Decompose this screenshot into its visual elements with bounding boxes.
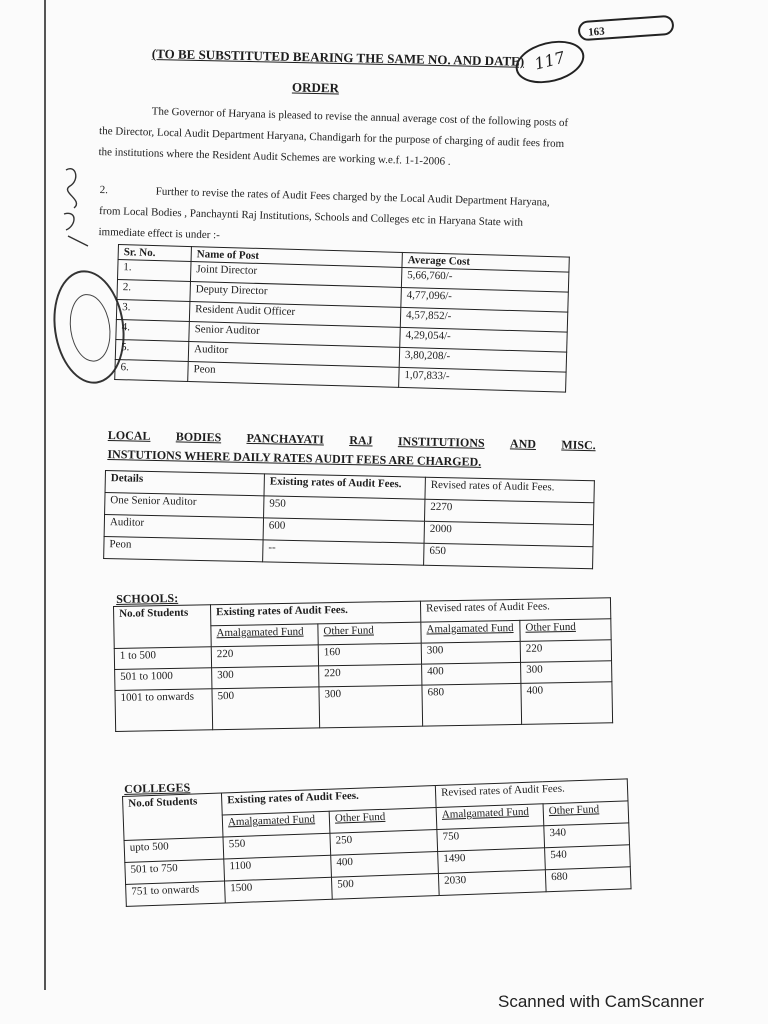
header-name-of-post: Name of Post [191,247,402,268]
heading-word: PANCHAYATI [246,430,325,447]
subheader-amalgamated-fund: Amalgamated Fund [211,624,318,647]
cell: 1500 [225,877,333,903]
cell: 220 [520,640,611,663]
schools-rates-table [113,597,613,732]
cell: 650 [424,543,593,569]
header-existing-rates: Existing rates of Audit Fees. [264,474,425,499]
cell: 300 [212,666,319,689]
paragraph-2-text: Further to revise the rates of Audit Fees charged by the Local Audit Department Haryana, from Local Bodies , Panchaynti Raj Institutions, Schools and Colleges etc in Haryana State with immediate effect is under :- [98,185,550,242]
header-no-of-students: No.of Students [123,793,223,840]
subheader-other-fund: Other Fund [543,801,629,826]
header-existing-rates: Existing rates of Audit Fees. [210,601,420,626]
handwritten-number: 117 [511,34,589,90]
cell: 2000 [424,521,593,547]
cell: 4,57,852/- [400,307,567,332]
cell: 220 [211,645,318,668]
heading-word: INSTITUTIONS [397,434,485,450]
cell: 500 [212,687,320,730]
cell: 600 [263,518,424,543]
cell: 220 [319,664,422,687]
cell: Peon [188,362,399,388]
header-revised-rates: Revised rates of Audit Fees. [435,779,628,808]
header-existing-rates: Existing rates of Audit Fees. [221,786,436,815]
header-revised-rates: Revised rates of Audit Fees. [420,598,610,622]
colleges-rates-table [122,778,632,907]
cell: Joint Director [190,262,401,288]
cell: Auditor [188,342,399,368]
header-no-of-students: No.of Students [114,605,212,649]
cell: -- [263,540,424,565]
heading-line-2: INSTUTIONS WHERE DAILY RATES AUDIT FEES ARE CHARGED. [107,446,482,469]
schools-heading: SCHOOLS: [116,590,179,606]
cell: 400 [521,682,613,725]
cell: 751 to onwards [126,881,226,906]
page-edge-line [44,0,46,990]
header-sr-no: Sr. No. [118,245,191,262]
local-bodies-heading [107,428,596,472]
daily-rates-table [103,470,595,569]
cell: 1100 [224,855,332,881]
page-number: 163 [587,25,606,39]
cell: 4,77,096/- [401,287,568,312]
cell: Resident Audit Officer [189,302,400,328]
header-details: Details [105,471,264,496]
cell: 3,80,208/- [399,347,566,372]
cell: 300 [421,641,520,664]
header-average-cost: Average Cost [402,252,569,272]
order-title: ORDER [291,79,340,96]
cell: 400 [422,662,521,685]
cell: 400 [331,852,439,878]
cell: Senior Auditor [189,322,400,348]
cell: 5,66,760/- [401,267,568,292]
handwritten-margin-note [58,160,98,250]
cell: 4,29,054/- [400,327,567,352]
cell: 500 [331,874,439,900]
subheader-amalgamated-fund: Amalgamated Fund [222,811,330,837]
table-row [115,682,613,732]
cell: 6. [115,359,189,381]
cell: 4. [116,319,190,341]
cell: upto 500 [124,837,224,862]
cell: 160 [318,643,421,666]
subheader-other-fund: Other Fund [329,808,437,834]
subheader-amalgamated-fund: Amalgamated Fund [436,804,544,830]
scanner-watermark: Scanned with CamScanner [498,992,705,1011]
cell: 1. [118,260,192,282]
substitution-header: (TO BE SUBSTITUTED BEARING THE SAME NO. AND DATE) [151,46,525,69]
paragraph-1: The Governor of Haryana is pleased to revise the annual average cost of the following posts of the Director, Local Audit Department Haryana, Chandigarh for the purpose of charging of audit fees from the institutions where the Resident Audit Schemes are working w.e.f. 1-1-2006 . [98,105,569,168]
heading-word: AND [509,436,537,451]
cell: 2270 [424,499,593,525]
cell: Peon [104,536,263,561]
cell: 680 [422,683,522,726]
heading-word: RAJ [349,433,373,448]
cell: 250 [330,830,438,856]
cell: 1001 to onwards [115,689,213,732]
subheader-amalgamated-fund: Amalgamated Fund [421,620,520,643]
header-revised-rates: Revised rates of Audit Fees. [425,477,594,503]
cell: 2. [117,280,191,302]
cell: 300 [521,661,612,684]
cell: Deputy Director [190,282,401,308]
subheader-other-fund: Other Fund [520,619,611,642]
colleges-heading: COLLEGES [124,780,191,796]
average-cost-table [114,244,570,393]
cell: 1 to 500 [114,647,211,670]
page-number-stamp [577,15,674,42]
cell: Auditor [104,515,263,540]
heading-word: MISC. [561,437,596,453]
cell: 5. [115,339,189,361]
cell: 2030 [438,870,546,896]
cell: 340 [544,823,630,848]
cell: 950 [264,496,425,521]
cell: 300 [319,685,423,728]
cell: 501 to 750 [125,859,225,884]
seal-inner-ring [66,291,115,364]
heading-word: LOCAL [107,428,151,443]
cell: 750 [437,826,545,852]
paragraph-2-number: 2. [99,183,109,197]
cell: One Senior Auditor [105,493,264,518]
cell: 1,07,833/- [399,367,566,392]
cell: 3. [116,299,190,321]
cell: 1490 [438,848,546,874]
cell: 680 [545,867,631,892]
subheader-other-fund: Other Fund [318,622,421,645]
cell: 540 [545,845,631,870]
cell: 550 [223,833,331,859]
heading-word: BODIES [175,429,222,445]
cell: 501 to 1000 [115,668,212,691]
